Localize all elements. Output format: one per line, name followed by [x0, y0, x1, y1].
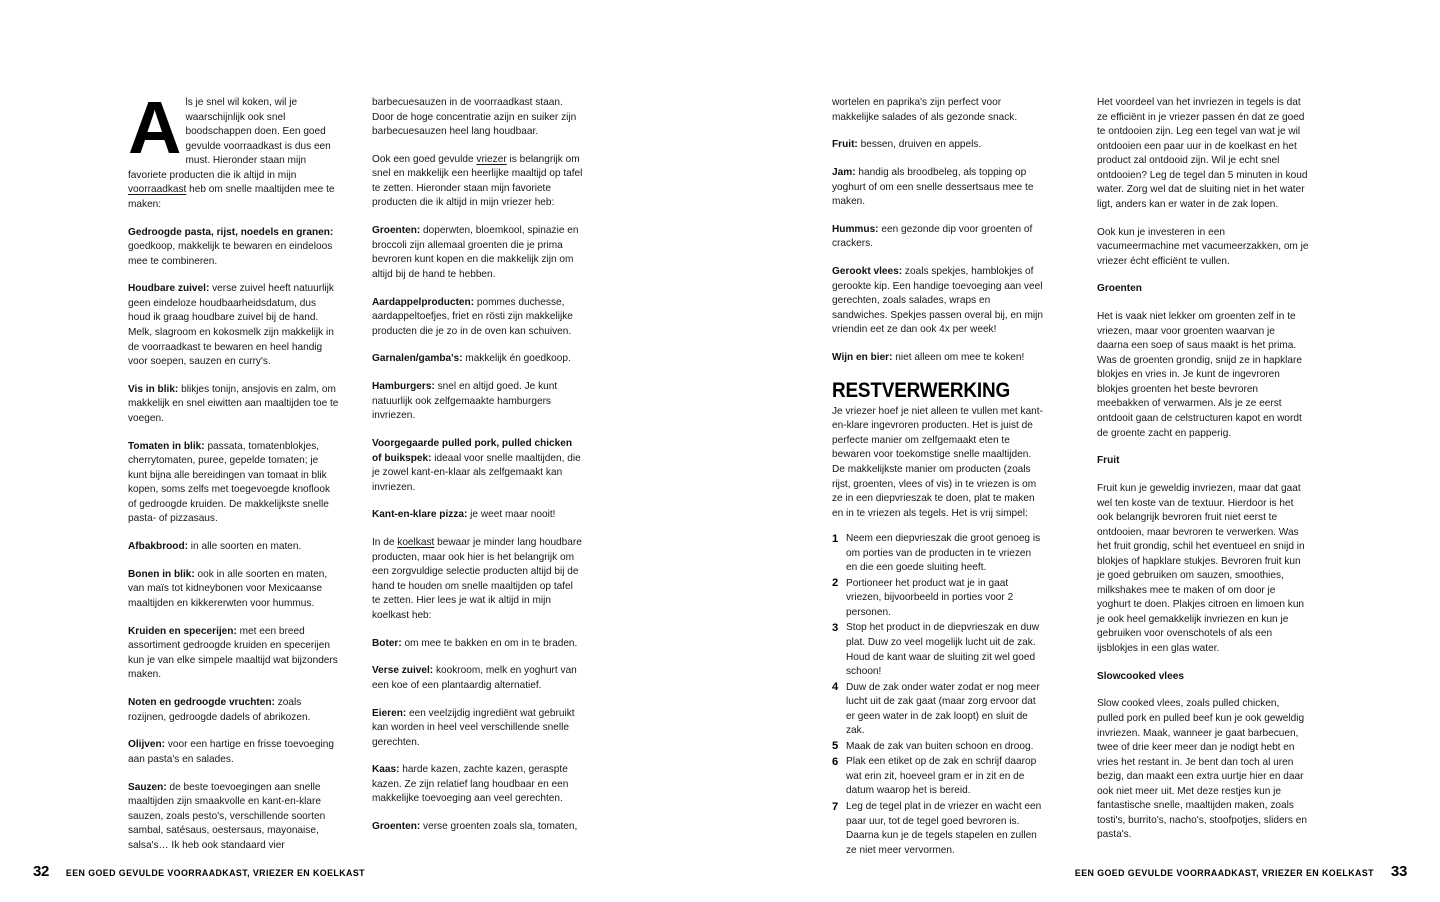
step-item: Maak de zak van buiten schoon en droog.	[846, 740, 1034, 752]
page-number-left: 32	[33, 863, 50, 880]
sub-heading-groenten: Groenten	[1097, 283, 1142, 295]
entry-term: Boter:	[372, 637, 402, 649]
freezer-intro-paragraph	[372, 153, 584, 211]
entry-paragraph	[832, 351, 1044, 366]
entry-paragraph	[128, 568, 340, 612]
groenten-paragraph: Het is vaak niet lekker om groenten zelf in te vriezen, maar voor groenten waarvan je daarna een soep of saus maakt is het prima. Was de groenten grondig, snijd ze in hapklare blokjes en vries in. Je kunt de ingevroren blokjes groenten het beste bevroren meebakken of verwarmen. Als je ze eerst ontdooit gaan de celstructuren kapot en wordt de groente zacht en papperig.	[1097, 311, 1302, 439]
slowcooked-paragraph: Slow cooked vlees, zoals pulled chicken, pulled pork en pulled beef kun je ook geweldig invriezen. Maak, wanneer je gaat barbecuen, twee of drie keer meer dan je nodigt hebt en vries het restant in. Je bent dan toch al uren bezig, dan maakt een extra uurtje hier en daar ook niet meer uit. Met deze restjes kun je fantastische snelle, maaltijden maken, zoals tosti's, burrito's, nacho's, stoofpotjes, sliders en pasta's.	[1097, 698, 1307, 841]
entry-term: Aardappelproducten:	[372, 296, 475, 308]
entry-paragraph	[128, 781, 340, 854]
entry-text: harde kazen, zachte kazen, geraspte kazen. Ze zijn relatief lang houdbaar en een makkelijke toevoeging aan veel gerechten.	[372, 764, 569, 805]
entry-term: Hamburgers:	[372, 381, 435, 393]
entry-paragraph	[128, 383, 340, 427]
voorraadkast-link[interactable]: voorraadkast	[128, 184, 187, 196]
step-item: Duw de zak onder water zodat er nog meer lucht uit de zak gaat (maar zorg ervoor dat er geen water in de zak loopt) en sluit de zak.	[846, 681, 1040, 737]
entry-term: Wijn en bier:	[832, 352, 893, 364]
entry-term: Kant-en-klare pizza:	[372, 509, 468, 521]
entry-term: Afbakbrood:	[128, 541, 188, 553]
entry-term: Eieren:	[372, 707, 407, 719]
entry-term: Houdbare zuivel:	[128, 283, 210, 295]
entry-text: bessen, druiven en appels.	[857, 139, 982, 151]
entry-term: Hummus:	[832, 223, 879, 235]
entry-paragraph	[372, 224, 584, 282]
fridge-intro-head: In de	[372, 537, 398, 549]
running-head-right: EEN GOED GEVULDE VOORRAADKAST, VRIEZER EN KOELKAST	[1074, 868, 1375, 878]
entry-text: voor een hartige en frisse toevoeging aan pasta's en salades.	[128, 739, 334, 765]
entry-text: in alle soorten en maten.	[188, 541, 302, 553]
sub-heading-fruit: Fruit	[1097, 455, 1120, 467]
entry-term: Garnalen/gamba's:	[372, 353, 463, 365]
entry-paragraph	[832, 166, 1044, 210]
entry-paragraph	[372, 380, 584, 424]
column-3	[832, 96, 1044, 859]
entry-text: makkelijk én goedkoop.	[462, 353, 571, 365]
entry-term: Jam:	[832, 167, 856, 179]
entry-paragraph	[372, 637, 584, 652]
fridge-intro-tail: bewaar je minder lang houdbare producten, maar ook hier is het belangrijk om een zorgvuldige selectie producten altijd bij de hand te houden om snelle maaltijden op tafel te zetten. Hier lees je wat ik altijd in mijn koelkast heb:	[372, 537, 582, 621]
entry-paragraph	[372, 296, 584, 340]
restverwerking-steps-list	[832, 532, 1044, 858]
entry-text: goedkoop, makkelijk te bewaren en eindeloos mee te combineren.	[128, 241, 333, 267]
entry-text: verse groenten zoals sla, tomaten,	[420, 821, 578, 833]
entry-text: de beste toevoegingen aan snelle maaltijden zijn smaakvolle en kant-en-klare sauzen, zoals pesto's, verschillende soorten sambal, satésaus, oestersaus, mayonaise, salsa's… Ik heb ook standaard vier	[128, 781, 326, 851]
entry-text: pommes duchesse, aardappeltoefjes, friet en rösti zijn makkelijke producten die je zo in de oven kan schuiven.	[372, 296, 573, 337]
fruit-paragraph: Fruit kun je geweldig invriezen, maar dat gaat wel ten koste van de textuur. Hierdoor is het ook belangrijk bevroren fruit niet eerst te ontdooien, maar bevroren te verwerken. Was het fruit grondig, schil het eventueel en snijd in blokjes of hapklare stukjes. Bevroren fruit kun je goed gebruiken om sauzen, smoothies, milkshakes mee te maken of om door je yoghurt te doen. Plakjes citroen en limoen kun je ook heel gemakkelijk invriezen en kun je gebruiken voor ovenschotels of als een ijsblokjes in een glas water.	[1097, 482, 1305, 654]
entry-text: passata, tomatenblokjes, cherrytomaten, puree, gepelde tomaten; je kunt bijna alle bereidingen van tomaat in blik kopen, soms zelfs met toegevoegde knoflook of gedroogde kruiden. De makkelijkste snelle pasta- of pizzasaus.	[128, 440, 330, 525]
entry-text: handig als broodbeleg, als topping op yoghurt of om een snelle dessertsaus mee te maken.	[832, 167, 1034, 208]
continuation-paragraph: barbecuesauzen in de voorraadkast staan. Door de hoge concentratie azijn en suiker zijn barbecuesauzen heel lang houdbaar.	[372, 97, 577, 138]
section-heading-restverwerking: RESTVERWERKING	[832, 377, 1011, 402]
entry-term: Groenten:	[372, 225, 421, 237]
entry-paragraph	[832, 138, 1044, 153]
step-item: Leg de tegel plat in de vriezer en wacht een paar uur, tot de tegel goed bevroren is. Daarna kun je de tegels stapelen en zullen ze niet meer vervormen.	[846, 801, 1042, 856]
step-item: Stop het product in de diepvrieszak en duw plat. Duw zo veel mogelijk lucht uit de zak. Houd de kant waar de sluiting zit wel goed schoon!	[846, 622, 1040, 678]
entry-term: Bonen in blik:	[128, 568, 195, 580]
entry-text: niet alleen om mee te koken!	[892, 352, 1025, 364]
entry-paragraph	[128, 226, 340, 270]
step-item: Portioneer het product wat je in gaat vriezen, bijvoorbeeld in porties voor 2 personen.	[846, 577, 1014, 618]
entry-paragraph	[372, 352, 584, 367]
freezer-intro-head: Ook een goed gevulde	[372, 153, 477, 165]
entry-term: Olijven:	[128, 739, 166, 751]
entry-term: Gedroogde pasta, rijst, noedels en granen:	[128, 226, 334, 238]
vriezer-link[interactable]: vriezer	[476, 153, 507, 165]
entry-text: om mee te bakken en om in te braden.	[401, 637, 578, 649]
entry-text: blikjes tonijn, ansjovis en zalm, om makkelijk en snel eiwitten aan maaltijden toe te voegen.	[128, 383, 339, 424]
entry-paragraph	[128, 440, 340, 527]
step-item: Plak een etiket op de zak en schrijf daarop wat erin zit, hoeveel gram er in zit en de datum waarop het is bereid.	[846, 756, 1037, 797]
running-head-left: EEN GOED GEVULDE VOORRAADKAST, VRIEZER EN KOELKAST	[65, 868, 366, 878]
column-1	[128, 86, 340, 853]
entry-term: Kaas:	[372, 764, 400, 776]
entry-paragraph	[128, 625, 340, 683]
freezer-intro-tail: is belangrijk om snel en makkelijk een heerlijke maaltijd op tafel te zetten. Hieronder staan mijn favoriete producten die ik altijd in mijn vriezer heb:	[372, 153, 583, 209]
section-intro-paragraph: Je vriezer hoef je niet alleen te vullen met kant-en-klare ingevroren producten. Het is juist de perfecte manier om zelfgemaakt eten te bewaren voor toekomstige snelle maaltijden. De makkelijkste manier om producten (zoals rijst, groenten, vlees of vis) in te vriezen is om ze in een diepvrieszak te doen, plat te maken en in te vriezen als tegels. Het is vrij simpel:	[832, 405, 1043, 519]
entry-text: met een breed assortiment gedroogde kruiden en specerijen kun je van elke simpele maaltijd wat bijzonders maken.	[128, 625, 338, 681]
step-item: Neem een diepvrieszak die groot genoeg is om porties van de producten in te vriezen en die een goede sluiting heeft.	[846, 533, 1041, 574]
entry-paragraph	[372, 707, 584, 751]
entry-term: Groenten:	[372, 821, 421, 833]
entry-term: Noten en gedroogde vruchten:	[128, 697, 275, 709]
entry-text: verse zuivel heeft natuurlijk geen eindeloze houdbaarheidsdatum, dus houd ik graag houdbare zuivel bij de hand. Melk, slagroom en kokosmelk zijn makkelijk in de voorraadkast te bewaren en heel handig voor soepen, sauzen en curry's.	[128, 283, 334, 368]
intro-text: ls je snel wil koken, wil je waarschijnlijk ook snel boodschappen doen. Een goed gevulde voorraadkast is dus een must. Hieronder staan mijn favoriete producten die ik altijd in mijn	[128, 97, 331, 181]
entry-paragraph	[128, 738, 340, 767]
entry-text: snel en altijd goed. Je kunt natuurlijk ook zelfgemaakte hamburgers invriezen.	[372, 381, 558, 422]
column-2	[372, 96, 584, 835]
entry-term: Voorgegaarde pulled pork, pulled chicken of buikspek:	[372, 437, 573, 464]
entry-term: Sauzen:	[128, 781, 167, 793]
entry-paragraph	[128, 282, 340, 369]
entry-text: ideaal voor snelle maaltijden, die je zowel kant-en-klaar als zelfgemaakt kan invriezen.	[372, 452, 581, 493]
entry-term: Kruiden en specerijen:	[128, 625, 237, 637]
drop-cap-letter: A	[128, 86, 180, 169]
intro-text-tail: heb om snelle maaltijden mee te maken:	[128, 184, 335, 210]
footer-right	[1067, 864, 1407, 881]
entry-term: Tomaten in blik:	[128, 440, 205, 452]
column-4	[1097, 96, 1309, 843]
entry-text: kookroom, melk en yoghurt van een koe of een plantaardig alternatief.	[372, 665, 577, 691]
entry-paragraph	[372, 820, 584, 835]
page-number-right: 33	[1390, 863, 1407, 880]
entry-text: een gezonde dip voor groenten of crackers.	[832, 223, 1033, 250]
entry-text: doperwten, bloemkool, spinazie en broccoli zijn allemaal groenten die je prima bevroren kunt kopen en die makkelijk zijn om altijd bij de hand te hebben.	[372, 225, 579, 280]
page-right	[720, 0, 1440, 902]
fridge-intro-paragraph	[372, 536, 584, 623]
tegels-paragraph: Het voordeel van het invriezen in tegels is dat ze efficiënt in je vriezer passen én dat ze goed te ontdooien zijn. Leg een tegel van wat je wil ontdooien een paar uur in de koelkast en het product zal ontdooid zijn. Wil je echt snel ontdooien? Leg de tegel dan 5 minuten in koud water. Zorg wel dat de sluiting niet in het water ligt, anders kan er water in de zak lopen.	[1097, 97, 1308, 210]
sub-heading-slowcooked-vlees: Slowcooked vlees	[1097, 670, 1184, 682]
continuation-paragraph: wortelen en paprika's zijn perfect voor makkelijke salades of als gezonde snack.	[832, 97, 1018, 123]
entry-text: een veelzijdig ingrediënt wat gebruikt kan worden in heel veel verschillende snelle gerechten.	[372, 707, 575, 748]
entry-text: ook in alle soorten en maten, van maïs tot kidneybonen voor Mexicaanse maaltijden en kikkererwten voor hummus.	[128, 568, 328, 609]
entry-paragraph	[372, 508, 584, 523]
entry-paragraph	[832, 223, 1044, 252]
entry-term: Fruit:	[832, 139, 858, 151]
entry-text: zoals spekjes, hamblokjes of gerookte kip. Een handige toevoeging aan veel gerechten, zoals salades, wraps en sandwiches. Spekjes passen overal bij, en mijn vriendin eet ze dan ook 4x per week!	[832, 266, 1043, 336]
entry-paragraph	[372, 763, 584, 807]
entry-paragraph	[128, 540, 340, 555]
intro-paragraph	[128, 86, 340, 212]
entry-paragraph	[832, 265, 1044, 338]
entry-term: Gerookt vlees:	[832, 266, 903, 278]
entry-paragraph	[372, 664, 584, 693]
entry-text: je weet maar nooit!	[467, 509, 556, 521]
entry-paragraph	[372, 437, 584, 495]
footer-left	[33, 864, 373, 881]
entry-term: Verse zuivel:	[372, 665, 434, 677]
entry-term: Vis in blik:	[128, 383, 179, 395]
entry-text: zoals rozijnen, gedroogde dadels of abrikozen.	[128, 697, 311, 723]
entry-paragraph	[128, 696, 340, 725]
koelkast-link[interactable]: koelkast	[397, 537, 435, 549]
vacumeer-paragraph: Ook kun je investeren in een vacumeermachine met vacumeerzakken, om je vriezer écht efficiënt te vullen.	[1097, 226, 1309, 267]
